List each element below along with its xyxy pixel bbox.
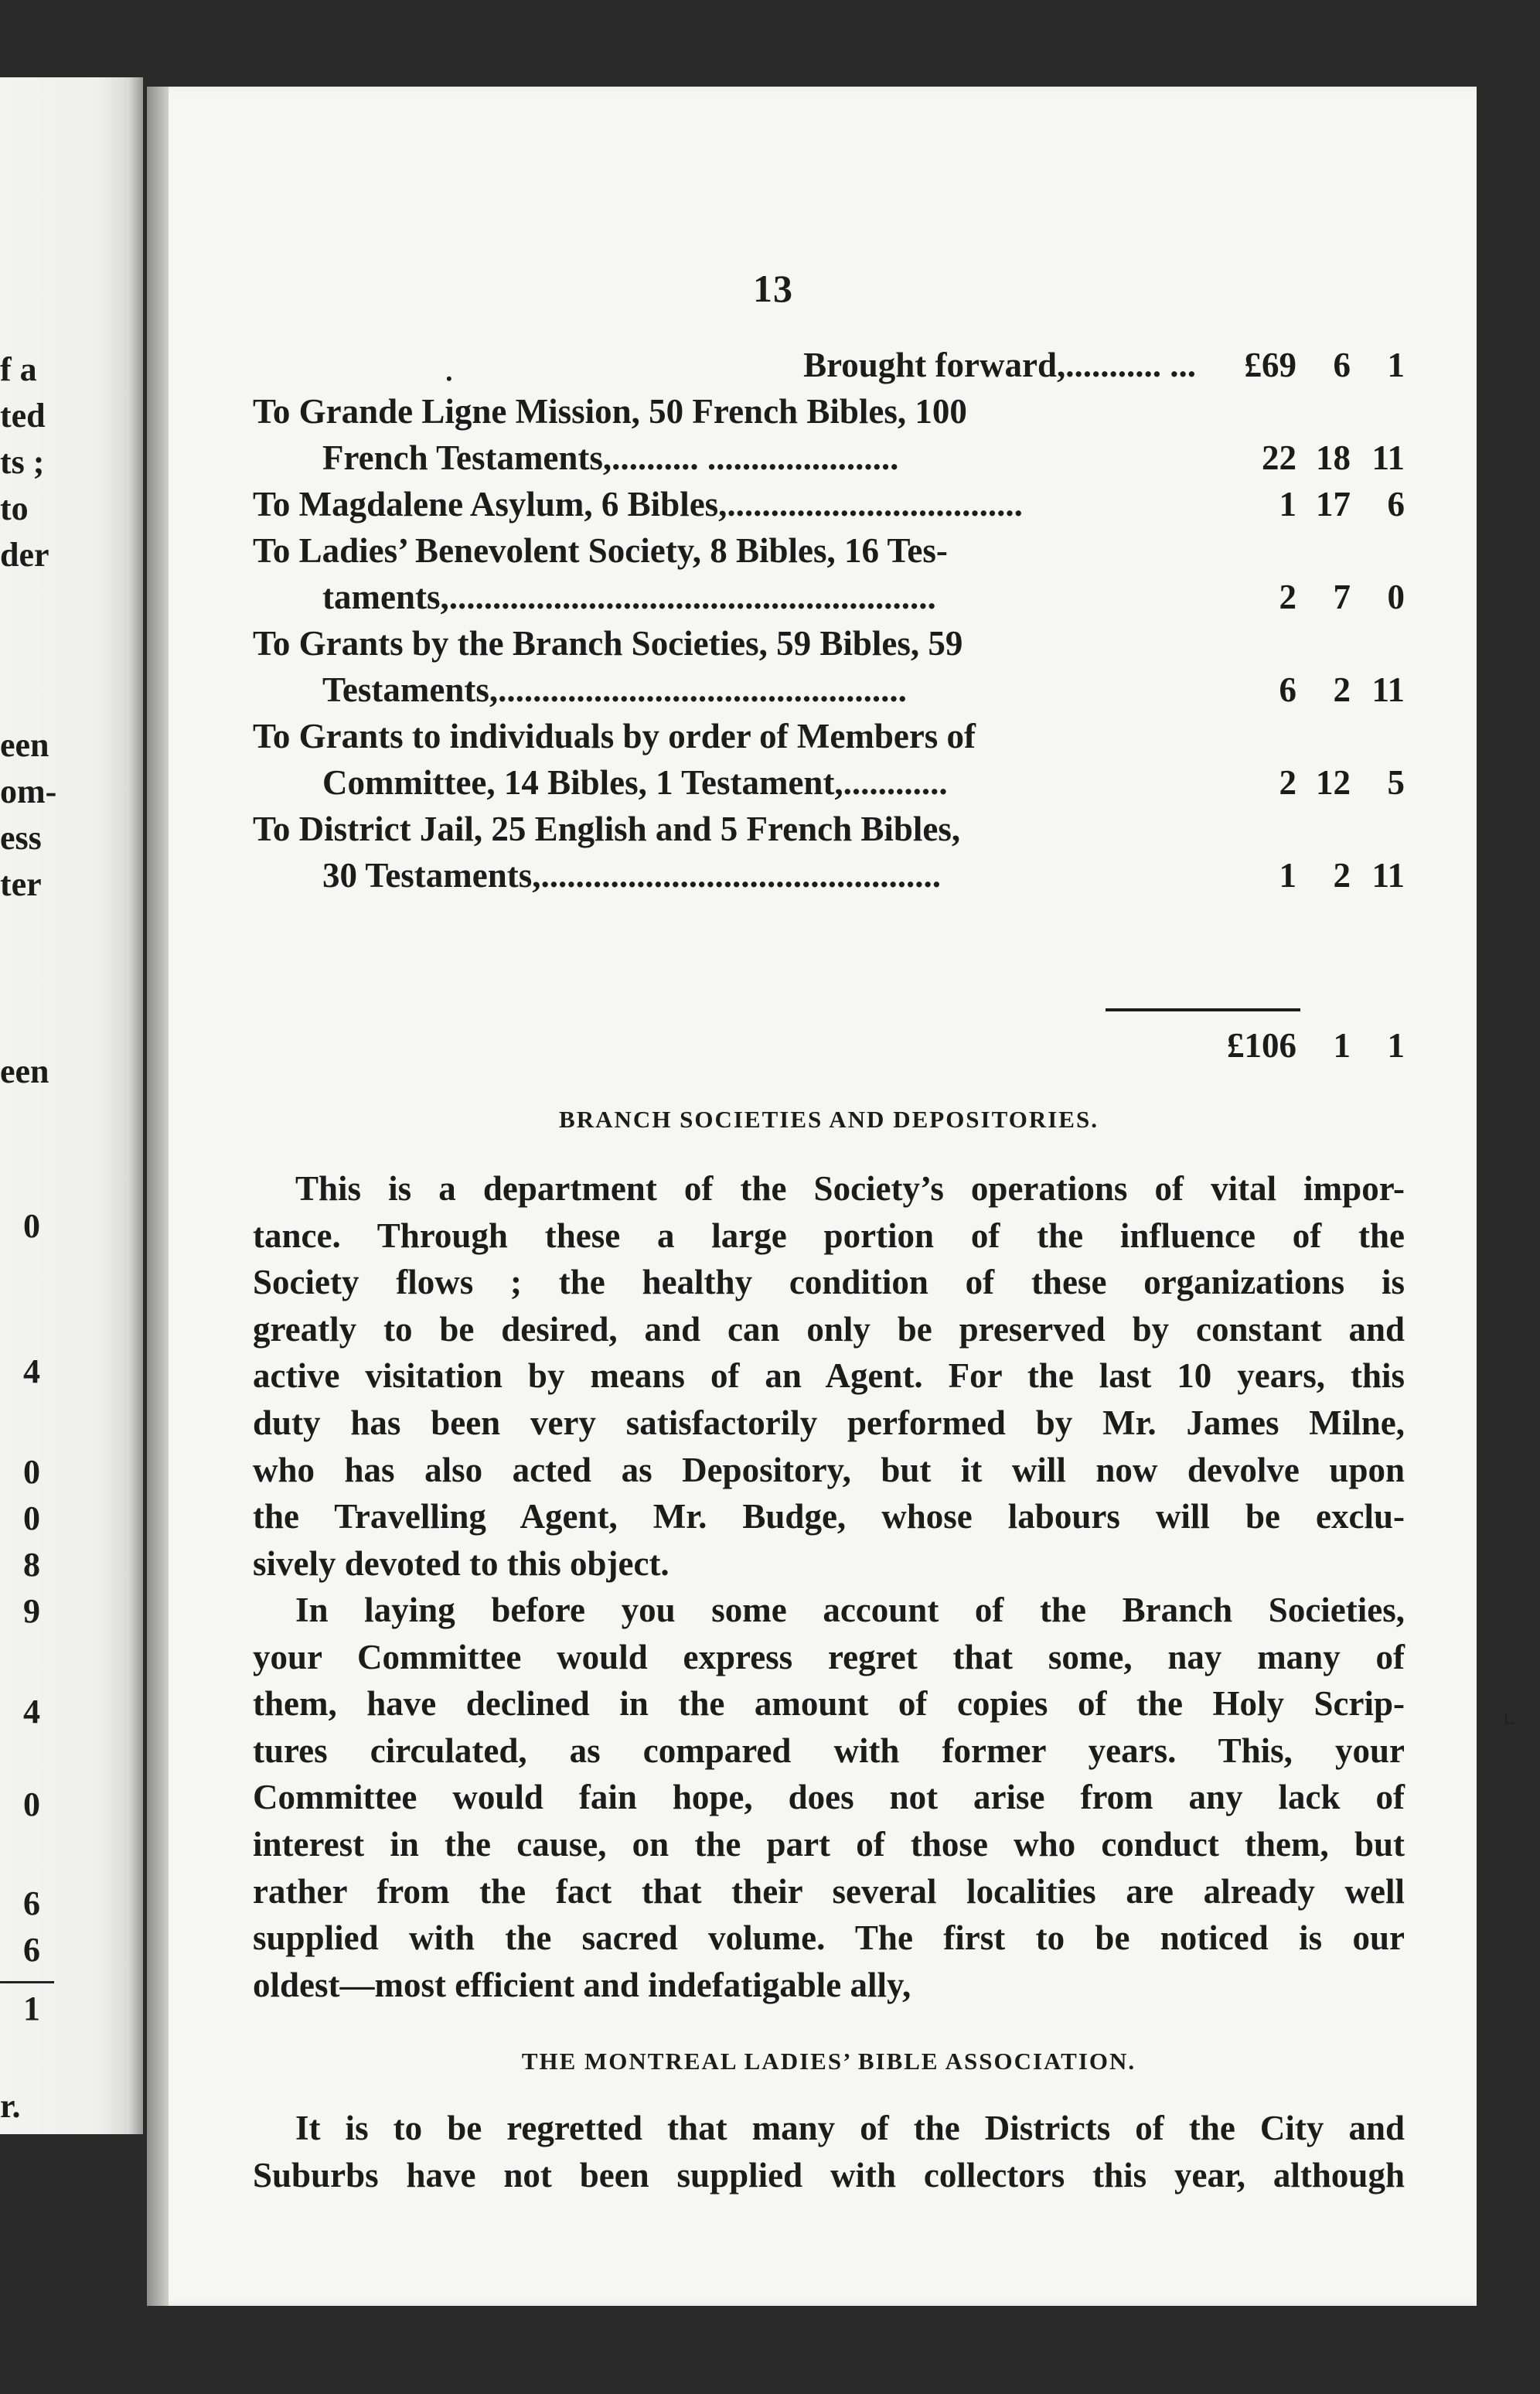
ledger-amount bbox=[1204, 435, 1405, 481]
section-heading: BRANCH SOCIETIES AND DEPOSITORIES. bbox=[559, 1106, 1099, 1133]
ledger-row bbox=[253, 481, 1405, 527]
facing-line: ter bbox=[0, 865, 42, 903]
ledger-row bbox=[253, 620, 1405, 713]
ledger-line: French Testaments,.......... ...................... bbox=[322, 438, 899, 477]
ledger-line: To Grants to individuals by order of Members of bbox=[253, 717, 976, 755]
facing-page bbox=[0, 77, 143, 2134]
facing-sum-rule bbox=[0, 1981, 54, 1983]
text-line: duty has been very satisfactorily performed by Mr. James Milne, bbox=[253, 1403, 1405, 1442]
facing-figure: 6 bbox=[23, 1884, 40, 1922]
margin-mark-icon: ⌞ bbox=[1502, 1694, 1517, 1729]
ledger-amount bbox=[1204, 574, 1405, 620]
facing-figure: 4 bbox=[23, 1693, 40, 1731]
pence: 11 bbox=[1371, 438, 1405, 477]
text-line: Society flows ; the healthy condition of these organizations is bbox=[253, 1263, 1405, 1302]
shillings: 6 bbox=[1333, 346, 1351, 384]
facing-figure: 1 bbox=[23, 1990, 40, 2027]
text-line: rather from the fact that their several localities are already well bbox=[253, 1871, 1405, 1911]
ledger-line: 30 Testaments,.............................................. bbox=[322, 856, 942, 895]
ledger-line: To Grande Ligne Mission, 50 French Bibles, 100 bbox=[253, 392, 967, 431]
text-line: them, have declined in the amount of copies of the Holy Scrip- bbox=[253, 1684, 1405, 1724]
shillings: 18 bbox=[1316, 438, 1351, 477]
text-line: the Travelling Agent, Mr. Budge, whose labours will be exclu- bbox=[253, 1497, 1405, 1536]
account-ledger bbox=[253, 342, 1405, 899]
text-line: your Committee would express regret that some, nay many of bbox=[253, 1637, 1405, 1676]
text-line: tures circulated, as compared with former years. This, your bbox=[253, 1731, 1405, 1770]
facing-line: een bbox=[0, 1052, 49, 1090]
paragraph-committee bbox=[253, 1587, 1405, 2008]
text-line: tance. Through these a large portion of the influence of the bbox=[253, 1216, 1405, 1255]
shillings: 12 bbox=[1316, 763, 1351, 802]
pounds: 22 bbox=[1262, 438, 1296, 477]
total-pence: 1 bbox=[1387, 1026, 1405, 1065]
facing-footer: r. bbox=[0, 2087, 21, 2125]
facing-figure: 0 bbox=[23, 1453, 40, 1491]
text-line: supplied with the sacred volume. The first to be noticed is our bbox=[253, 1918, 1405, 1958]
facing-figure: 0 bbox=[23, 1499, 40, 1537]
pounds: £69 bbox=[1244, 346, 1296, 384]
paragraph-montreal-ladies bbox=[253, 2105, 1405, 2198]
book-page bbox=[147, 87, 1477, 2306]
ledger-line: To Magdalene Asylum, 6 Bibles,.................................. bbox=[253, 485, 1023, 523]
total-shillings: 1 bbox=[1333, 1026, 1351, 1065]
pence: 5 bbox=[1387, 763, 1405, 802]
text-line: greatly to be desired, and can only be preserved by constant and bbox=[253, 1309, 1405, 1349]
pounds: 2 bbox=[1279, 578, 1296, 616]
facing-line: to bbox=[0, 489, 29, 527]
paragraph-branch-societies bbox=[253, 1165, 1405, 1587]
facing-figure: 0 bbox=[23, 1785, 40, 1823]
text-line: In laying before you some account of the Branch Societies, bbox=[295, 1591, 1405, 1629]
section-heading: THE MONTREAL LADIES’ BIBLE ASSOCIATION. bbox=[521, 2048, 1136, 2075]
pence: 11 bbox=[1371, 856, 1405, 895]
pence: 1 bbox=[1387, 346, 1405, 384]
ledger-amount bbox=[1204, 342, 1405, 388]
facing-line: der bbox=[0, 536, 49, 574]
shillings: 2 bbox=[1333, 670, 1351, 709]
page-number: 13 bbox=[753, 267, 793, 310]
text-line: Suburbs have not been supplied with collectors this year, although bbox=[253, 2155, 1405, 2194]
pounds: 6 bbox=[1279, 670, 1296, 709]
ledger-line: Committee, 14 Bibles, 1 Testament,............ bbox=[322, 763, 948, 802]
text-line: It is to be regretted that many of the Districts of the City and bbox=[295, 2109, 1405, 2147]
facing-figure: 9 bbox=[23, 1592, 40, 1630]
ledger-line: Testaments,............................................... bbox=[322, 670, 907, 709]
ledger-label: Brought forward,........... ... bbox=[803, 346, 1196, 384]
total-rule bbox=[1106, 1008, 1300, 1011]
ledger-row bbox=[253, 527, 1405, 620]
ledger-row-brought-forward bbox=[253, 342, 1405, 388]
text-line: who has also acted as Depository, but it will now devolve upon bbox=[253, 1450, 1405, 1489]
facing-figure: 6 bbox=[23, 1931, 40, 1969]
dot-mark-icon: • bbox=[446, 369, 452, 388]
pence: 6 bbox=[1387, 485, 1405, 523]
facing-figure: 0 bbox=[23, 1207, 40, 1245]
shillings: 7 bbox=[1333, 578, 1351, 616]
facing-line: ted bbox=[0, 397, 46, 435]
ledger-row bbox=[253, 806, 1405, 899]
total-pounds: £106 bbox=[1227, 1026, 1296, 1065]
text-line: interest in the cause, on the part of those who conduct them, but bbox=[253, 1824, 1405, 1864]
ledger-line: To Ladies’ Benevolent Society, 8 Bibles, 16 Tes- bbox=[253, 531, 948, 570]
ledger-row bbox=[253, 388, 1405, 481]
facing-line: ts ; bbox=[0, 443, 45, 481]
text-line: Committee would fain hope, does not arise from any lack of bbox=[253, 1778, 1405, 1817]
ledger-total bbox=[1204, 1022, 1405, 1069]
pence: 0 bbox=[1387, 578, 1405, 616]
facing-figure: 8 bbox=[23, 1546, 40, 1584]
page-gutter bbox=[147, 87, 169, 2306]
shillings: 2 bbox=[1333, 856, 1351, 895]
facing-page-text bbox=[0, 77, 62, 2134]
ledger-amount bbox=[1204, 481, 1405, 527]
text-line: active visitation by means of an Agent. For the last 10 years, this bbox=[253, 1356, 1405, 1396]
facing-line: om- bbox=[0, 772, 57, 810]
ledger-line: To Grants by the Branch Societies, 59 Bibles, 59 bbox=[253, 624, 963, 663]
shillings: 17 bbox=[1316, 485, 1351, 523]
text-line: This is a department of the Society’s operations of vital impor- bbox=[295, 1169, 1405, 1208]
facing-line: f a bbox=[0, 350, 37, 388]
ledger-row bbox=[253, 713, 1405, 806]
text-line: oldest—most efficient and indefatigable ally, bbox=[253, 1965, 911, 2004]
ledger-amount bbox=[1204, 667, 1405, 713]
facing-figure: 4 bbox=[23, 1352, 40, 1390]
ledger-amount bbox=[1204, 759, 1405, 806]
pounds: 1 bbox=[1279, 485, 1296, 523]
pounds: 1 bbox=[1279, 856, 1296, 895]
pence: 11 bbox=[1371, 670, 1405, 709]
facing-line: een bbox=[0, 726, 49, 764]
facing-line: ess bbox=[0, 819, 42, 857]
ledger-line: taments,........................................................ bbox=[322, 578, 936, 616]
text-line: sively devoted to this object. bbox=[253, 1543, 669, 1583]
pounds: 2 bbox=[1279, 763, 1296, 802]
ledger-amount bbox=[1204, 852, 1405, 899]
ledger-line: To District Jail, 25 English and 5 French Bibles, bbox=[253, 810, 961, 848]
